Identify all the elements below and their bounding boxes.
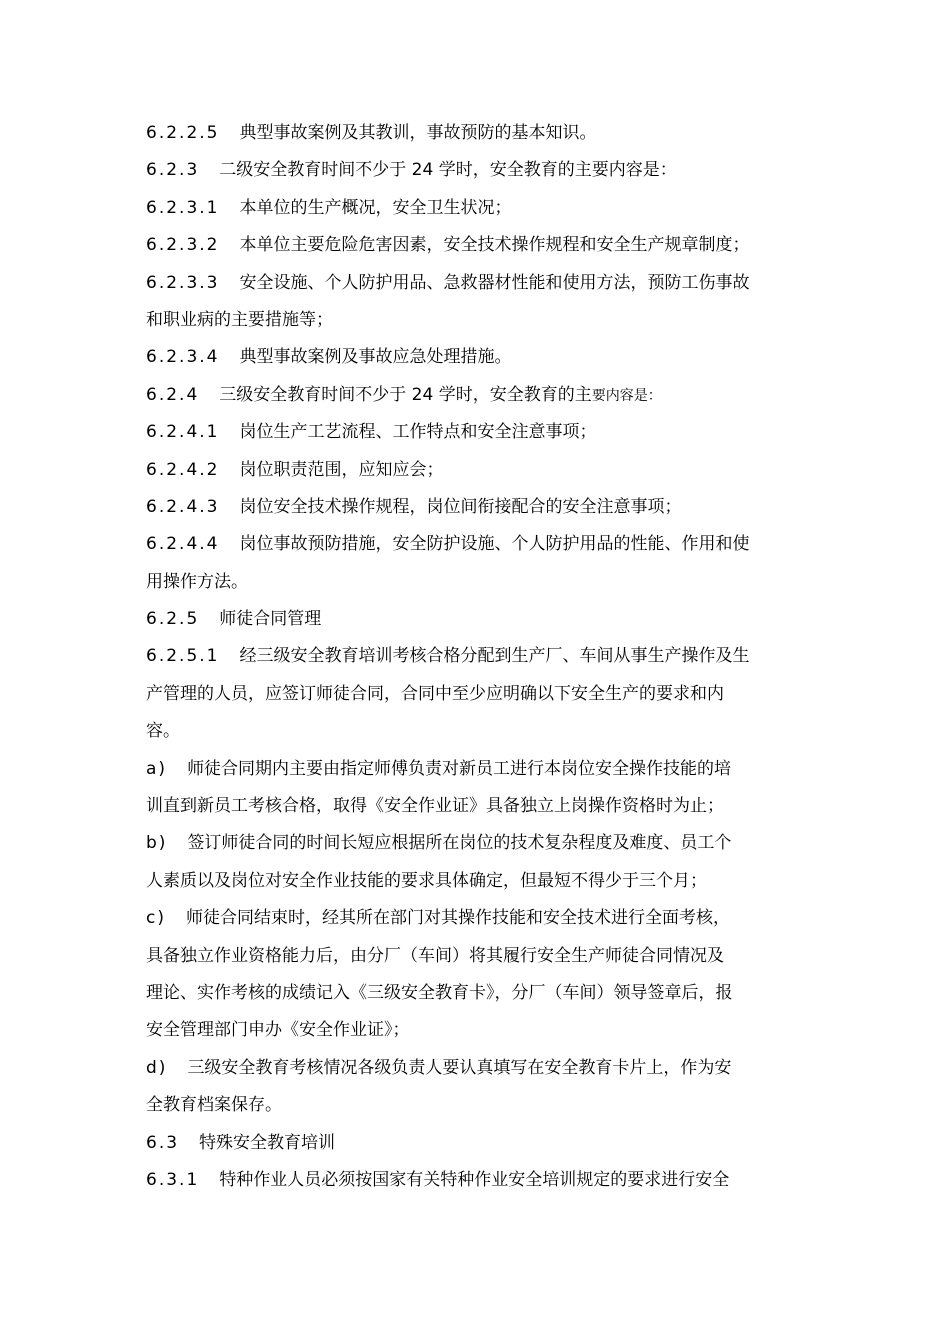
clause-text: 具备独立作业资格能力后，由分厂（车间）将其履行安全生产师徒合同情况及 [146,945,724,966]
clause-text: 人素质以及岗位对安全作业技能的要求具体确定，但最短不得少于三个月； [146,870,707,891]
clause-text: 三级安全教育时间不少于 24 学时，安全教育的主 [219,384,592,405]
clause-text: 经三级安全教育培训考核合格分配到生产厂、车间从事生产操作及生 [239,646,750,667]
continuation-line [146,1012,806,1049]
clause-number: 6.2.4.1 [146,422,220,443]
clause-number: c) [146,908,166,929]
clause-text: 训直到新员工考核合格，取得《安全作业证》具备独立上岗操作资格时为止； [146,796,724,817]
continuation-line [146,676,806,713]
clause-line [146,339,806,376]
clause-number: 6.2.3.3 [146,272,220,293]
continuation-line [146,975,806,1012]
clause-line [146,377,806,414]
clause-text: 全教育档案保存。 [146,1095,282,1116]
clause-line [146,900,806,937]
clause-text: 师徒合同管理 [219,609,322,630]
clause-number: 6.2.5 [146,609,200,630]
clause-number: 6.2.5.1 [146,646,220,667]
clause-line [146,751,806,788]
clause-line [146,1050,806,1087]
clause-text: 二级安全教育时间不少于 24 学时，安全教育的主要内容是： [219,160,677,181]
clause-line [146,190,806,227]
clause-line [146,227,806,264]
clause-text: 签订师徒合同的时间长短应根据所在岗位的技术复杂程度及难度、员工个 [187,833,732,854]
clause-text: 典型事故案例及其教训，事故预防的基本知识。 [239,123,597,143]
clause-line [146,265,806,302]
clause-number: 6.2.3.2 [146,235,220,256]
clause-number: 6.3 [146,1132,180,1153]
clause-text: 安全设施、个人防护用品、急救器材性能和使用方法，预防工伤事故 [239,272,750,293]
clause-number: 6.3.1 [146,1169,200,1190]
clause-text: 本单位的生产概况，安全卫生状况； [239,197,512,218]
continuation-line [146,302,806,339]
clause-text: 本单位主要危险危害因素，安全技术操作规程和安全生产规章制度； [239,235,750,256]
document-page [146,115,806,1199]
clause-text: 安全管理部门申办《安全作业证》； [146,1020,410,1041]
clause-line [146,1162,806,1199]
continuation-line [146,788,806,825]
clause-text: 和职业病的主要措施等； [146,309,333,330]
clause-line [146,601,806,638]
clause-text: 容。 [146,721,180,742]
clause-line [146,489,806,526]
clause-line [146,1125,806,1162]
clause-text: 师徒合同期内主要由指定师傅负责对新员工进行本岗位安全操作技能的培 [187,758,732,779]
clause-text: 岗位生产工艺流程、工作特点和安全注意事项； [239,422,597,443]
continuation-line [146,564,806,601]
clause-number: 6.2.4.4 [146,534,220,555]
clause-text: 用操作方法。 [146,571,248,592]
clause-number: 6.2.2.5 [146,123,220,143]
continuation-line [146,938,806,975]
clause-number: 6.2.4 [146,384,200,405]
clause-line [146,825,806,862]
clause-number: b) [146,833,168,854]
clause-line [146,414,806,451]
clause-line [146,452,806,489]
clause-text: 岗位安全技术操作规程，岗位间衔接配合的安全注意事项； [239,496,682,517]
clause-number: 6.2.4.3 [146,496,220,517]
continuation-line [146,863,806,900]
clause-line [146,152,806,189]
clause-text: 岗位事故预防措施，安全防护设施、个人防护用品的性能、作用和使 [239,534,750,555]
clause-line [146,526,806,563]
clause-text: 理论、实作考核的成绩记入《三级安全教育卡》，分厂（车间）领导签章后，报 [146,982,733,1003]
clause-number: 6.2.4.2 [146,459,220,480]
clause-text: 典型事故案例及事故应急处理措施。 [239,347,512,368]
clause-line [146,115,806,152]
clause-number: 6.2.3.4 [146,347,220,368]
clause-text: 岗位职责范围，应知应会； [239,459,444,480]
clause-number: 6.2.3 [146,160,200,181]
clause-number: d) [146,1057,168,1078]
clause-text: 三级安全教育考核情况各级负责人要认真填写在安全教育卡片上，作为安 [187,1057,732,1078]
continuation-line [146,713,806,750]
clause-text: 产管理的人员，应签订师徒合同，合同中至少应明确以下安全生产的要求和内 [146,683,724,704]
clause-number: 6.2.3.1 [146,197,220,218]
clause-text: 特种作业人员必须按国家有关特种作业安全培训规定的要求进行安全 [219,1169,730,1190]
clause-line [146,638,806,675]
clause-text: 特殊安全教育培训 [199,1132,336,1153]
continuation-line [146,1087,806,1124]
clause-text: 师徒合同结束时，经其所在部门对其操作技能和安全技术进行全面考核， [185,908,730,929]
clause-text-small: 要内容是： [591,387,662,404]
clause-number: a) [146,758,168,779]
